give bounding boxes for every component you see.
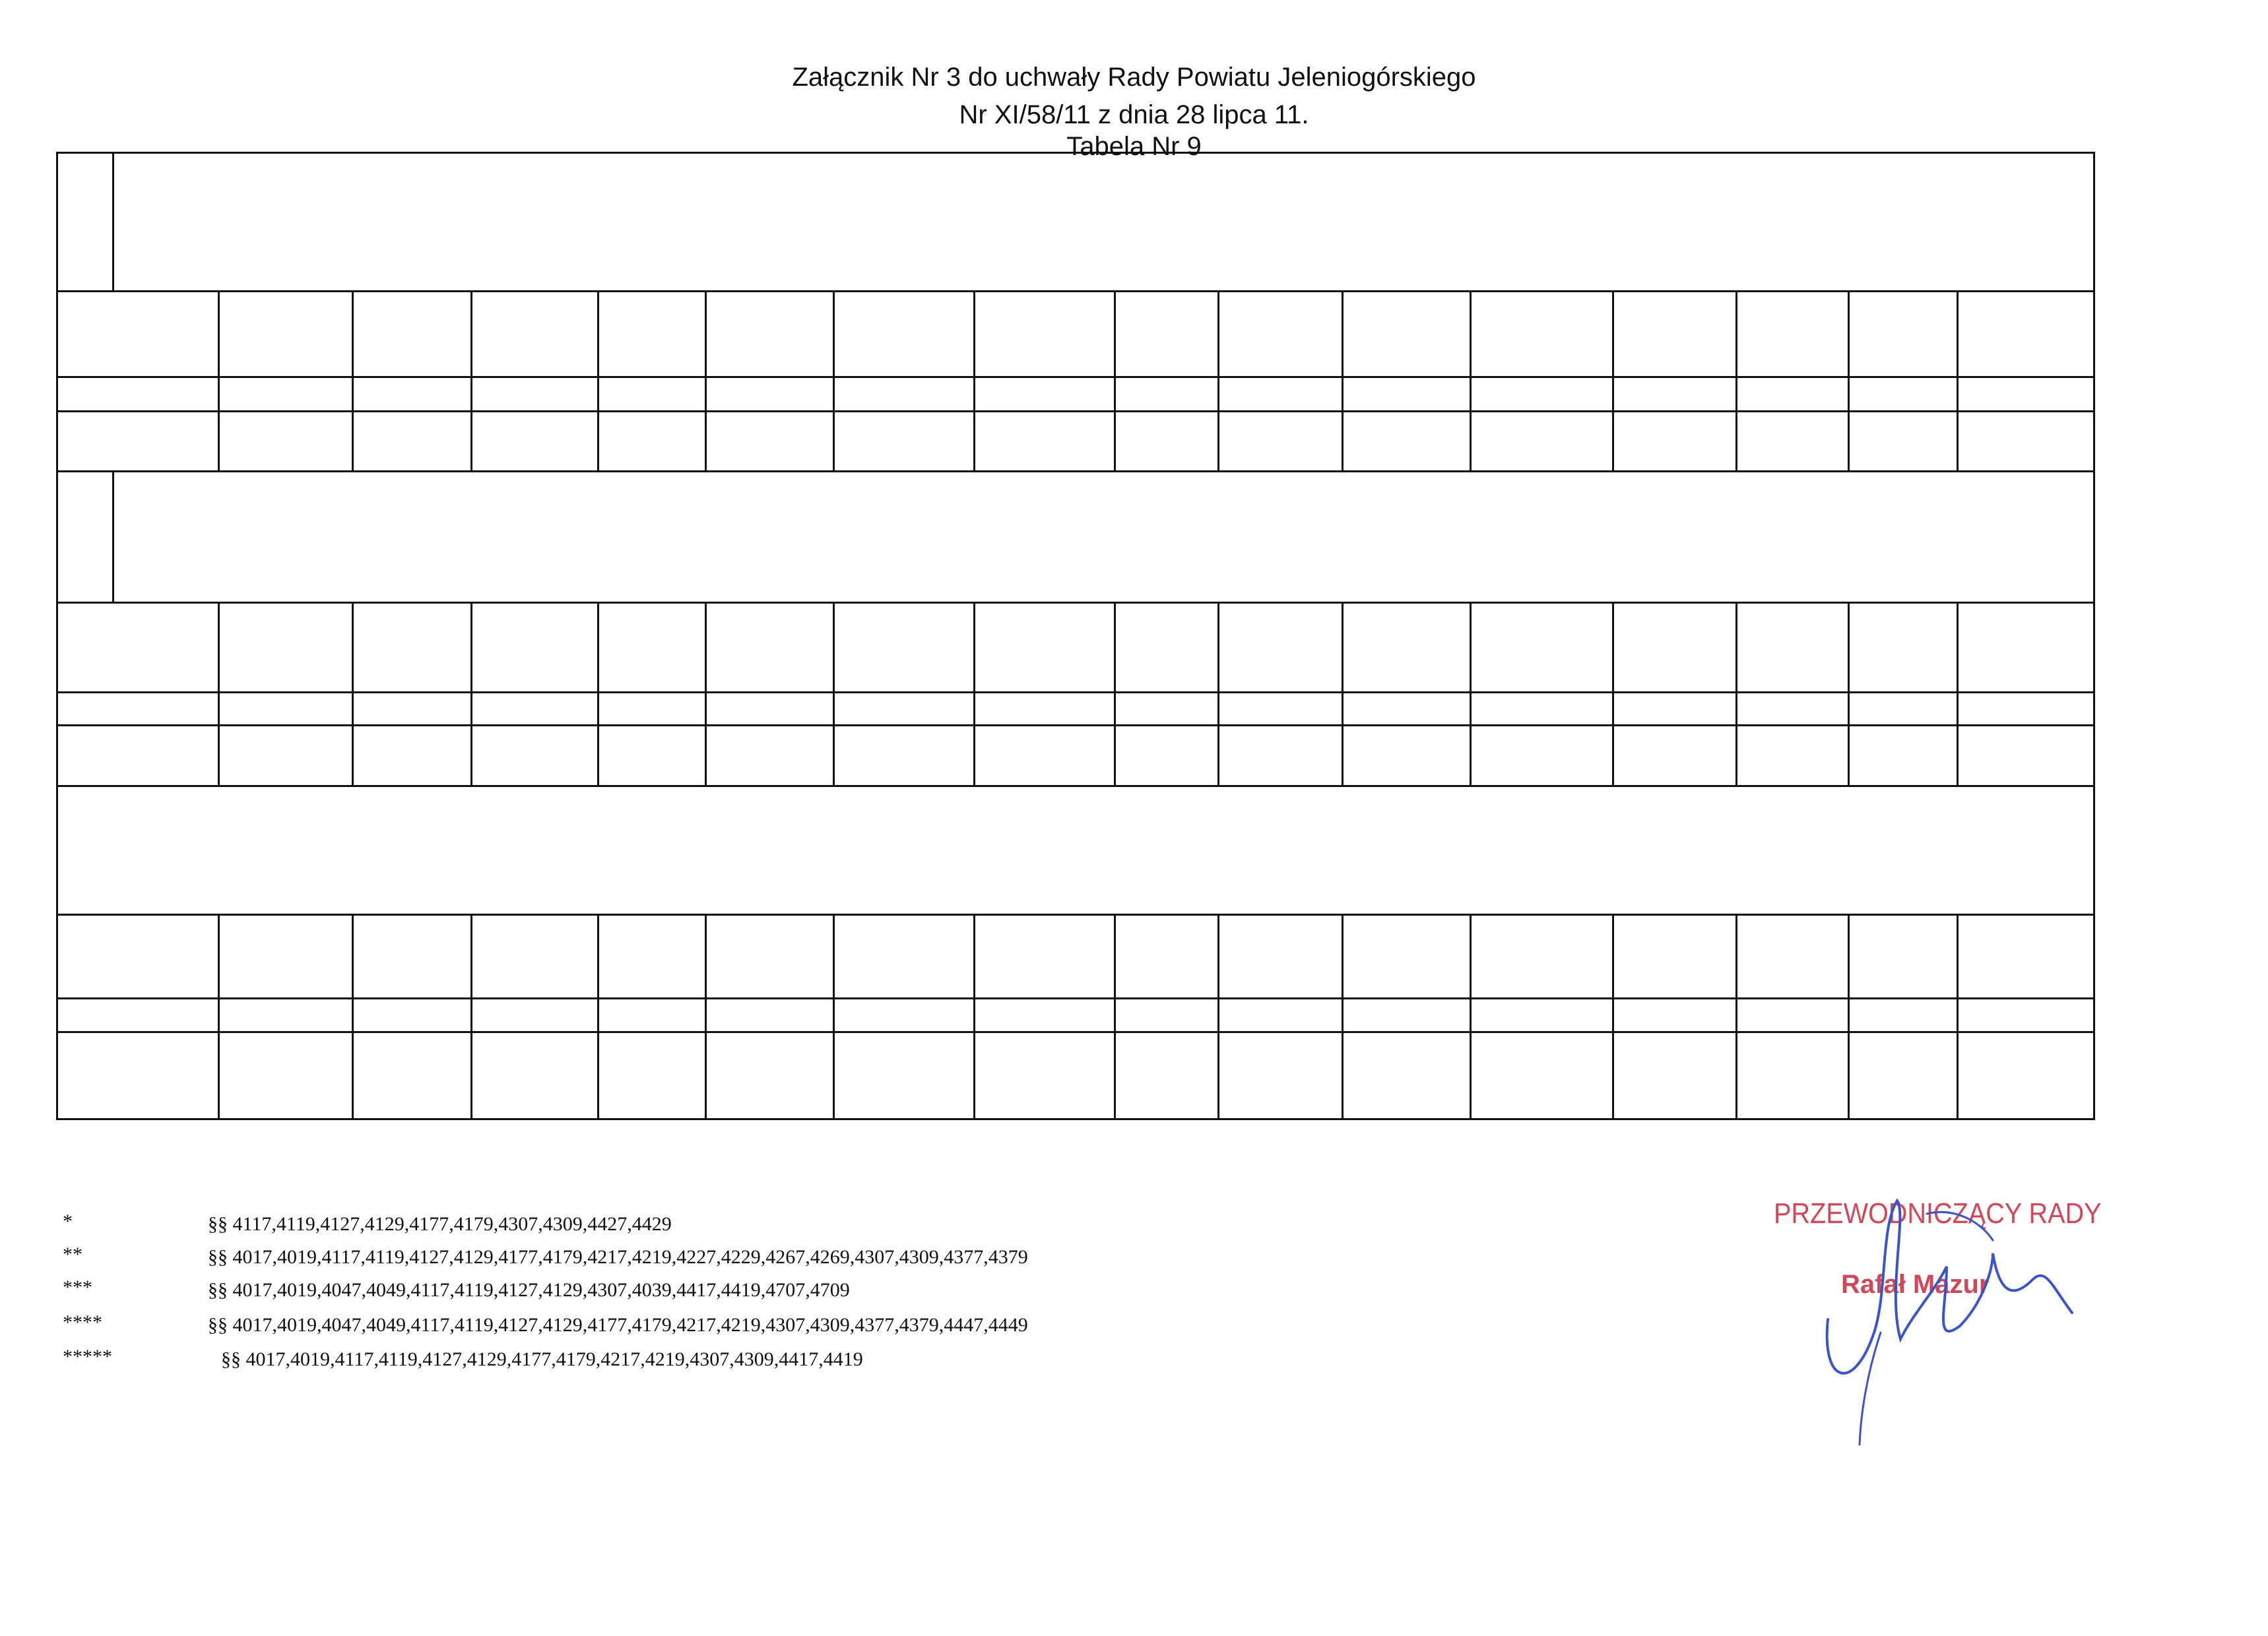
- column-divider: [1957, 602, 1959, 785]
- section-number-divider: [112, 470, 114, 602]
- column-divider: [597, 914, 599, 1118]
- section-header-box: [56, 470, 2095, 604]
- section-number-divider: [112, 152, 114, 290]
- footnote-value: §§ 4017,4019,4047,4049,4117,4119,4127,4129,4177,4179,4217,4219,4307,4309,4377,4379,4447,4449: [208, 1314, 1028, 1336]
- column-divider: [1612, 290, 1614, 470]
- footnote-value: §§ 4017,4019,4047,4049,4117,4119,4127,4129,4307,4039,4417,4419,4707,4709: [208, 1279, 850, 1301]
- column-divider: [973, 602, 975, 785]
- row-divider: [56, 1031, 2095, 1033]
- column-divider: [597, 290, 599, 470]
- column-divider: [1735, 914, 1737, 1118]
- column-divider: [352, 602, 354, 785]
- column-divider: [218, 914, 220, 1118]
- column-divider: [1217, 290, 1219, 470]
- column-divider: [470, 290, 472, 470]
- column-divider: [352, 290, 354, 470]
- table-title: Tabela Nr 9: [1066, 132, 1202, 161]
- column-divider: [1612, 914, 1614, 1118]
- column-divider: [705, 602, 707, 785]
- column-divider: [973, 290, 975, 470]
- data-rows-box: [56, 290, 2095, 472]
- column-divider: [705, 290, 707, 470]
- column-divider: [1848, 290, 1850, 470]
- footnote-value: §§ 4017,4019,4117,4119,4127,4129,4177,4179,4217,4219,4227,4229,4267,4269,4307,4309,4377,4379: [208, 1246, 1028, 1268]
- data-rows-box: [56, 602, 2095, 787]
- section-header-box: [56, 152, 2095, 292]
- column-divider: [1470, 290, 1472, 470]
- column-divider: [218, 602, 220, 785]
- column-divider: [1612, 602, 1614, 785]
- chairman-stamp-title: PRZEWODNICZĄCY RADY: [1774, 1197, 2102, 1230]
- data-rows-box: [56, 914, 2095, 1120]
- header-line-2: Nr XI/58/11 z dnia 28 lipca 11.: [959, 100, 1309, 129]
- column-divider: [597, 602, 599, 785]
- column-divider: [1470, 914, 1472, 1118]
- row-divider: [56, 691, 2095, 693]
- column-divider: [973, 914, 975, 1118]
- column-divider: [833, 914, 835, 1118]
- column-divider: [1114, 914, 1116, 1118]
- column-divider: [1470, 602, 1472, 785]
- column-divider: [1217, 602, 1219, 785]
- column-divider: [1957, 914, 1959, 1118]
- column-divider: [1735, 602, 1737, 785]
- column-divider: [352, 914, 354, 1118]
- row-divider: [56, 997, 2095, 999]
- column-divider: [705, 914, 707, 1118]
- column-divider: [1217, 914, 1219, 1118]
- column-divider: [833, 602, 835, 785]
- footnote-value: §§ 4017,4019,4117,4119,4127,4129,4177,4179,4217,4219,4307,4309,4417,4419: [221, 1348, 863, 1370]
- column-divider: [833, 290, 835, 470]
- footnote-value: §§ 4117,4119,4127,4129,4177,4179,4307,4309,4427,4429: [208, 1213, 672, 1235]
- column-divider: [1342, 914, 1344, 1118]
- row-divider: [56, 724, 2095, 726]
- header-line-1: Załącznik Nr 3 do uchwały Rady Powiatu Jeleniogórskiego: [792, 63, 1476, 92]
- column-divider: [1342, 602, 1344, 785]
- row-divider: [56, 376, 2095, 378]
- footnote-key: *: [63, 1211, 73, 1232]
- row-divider: [56, 410, 2095, 412]
- signature: [1782, 1174, 2098, 1451]
- footnote-key: ****: [63, 1311, 102, 1333]
- column-divider: [470, 602, 472, 785]
- column-divider: [218, 290, 220, 470]
- column-divider: [1342, 290, 1344, 470]
- column-divider: [1957, 290, 1959, 470]
- chairman-stamp-name: Rafał Mazur: [1841, 1270, 1990, 1299]
- column-divider: [470, 914, 472, 1118]
- section-header-box: [56, 785, 2095, 916]
- column-divider: [1114, 290, 1116, 470]
- column-divider: [1848, 914, 1850, 1118]
- footnote-key: ***: [63, 1276, 92, 1298]
- column-divider: [1114, 602, 1116, 785]
- footnote-key: **: [63, 1243, 82, 1265]
- column-divider: [1735, 290, 1737, 470]
- footnote-key: *****: [63, 1346, 112, 1368]
- column-divider: [1848, 602, 1850, 785]
